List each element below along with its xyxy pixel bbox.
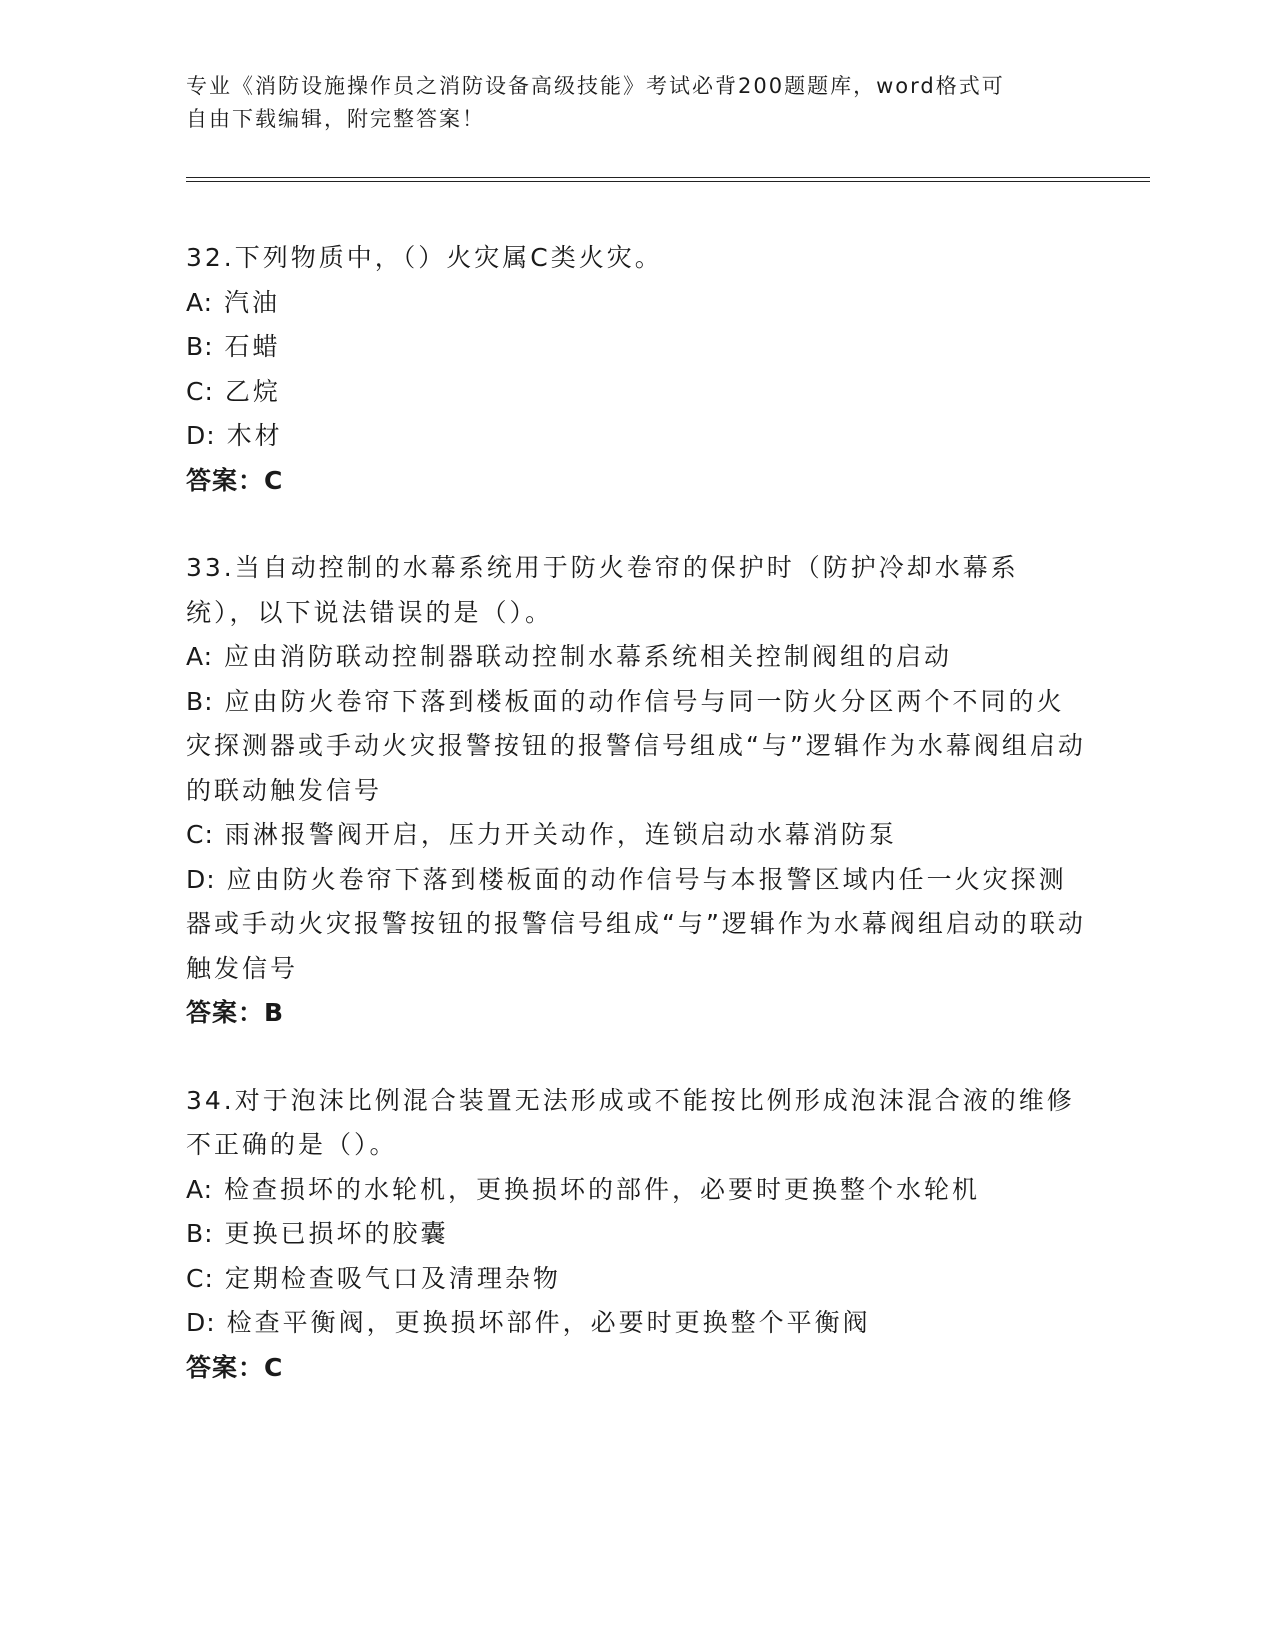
- option-b: [186, 1212, 1086, 1257]
- option-text: 汽油: [224, 287, 281, 317]
- question-text: 34.对于泡沫比例混合装置无法形成或不能按比例形成泡沫混合液的维修不正确的是（）。: [186, 1085, 1075, 1159]
- header-divider-top: [186, 177, 1150, 178]
- question-32: [186, 236, 1086, 503]
- option-text: 应由防火卷帘下落到楼板面的动作信号与同一防火分区两个不同的火灾探测器或手动火灾报警按钮的报警信号组成“与”逻辑作为水幕阀组启动的联动触发信号: [186, 686, 1086, 805]
- option-d: [186, 414, 1086, 459]
- answer: 答案：B: [186, 998, 285, 1027]
- option-text: 应由消防联动控制器联动控制水幕系统相关控制阀组的启动: [224, 642, 953, 671]
- option-letter: C:: [186, 1263, 214, 1293]
- option-text: 更换已损坏的胶囊: [224, 1219, 449, 1248]
- header-line-1: 专业《消防设施操作员之消防设备高级技能》考试必背200题题库，word格式可: [186, 74, 1005, 98]
- option-d: [186, 858, 1086, 992]
- header-line-2: 自由下载编辑，附完整答案！: [186, 107, 485, 131]
- document-header: [186, 70, 1086, 136]
- option-letter: C:: [186, 820, 214, 849]
- option-letter: B:: [186, 332, 214, 361]
- option-letter: B:: [186, 1219, 214, 1248]
- option-text: 木材: [226, 421, 283, 450]
- option-letter: A:: [186, 642, 214, 671]
- option-b: [186, 680, 1086, 814]
- option-text: 应由防火卷帘下落到楼板面的动作信号与本报警区域内任一火灾探测器或手动火灾报警按钮的报警信号组成“与”逻辑作为水幕阀组启动的联动触发信号: [186, 864, 1086, 983]
- option-text: 定期检查吸气口及清理杂物: [224, 1263, 561, 1293]
- option-text: 雨淋报警阀开启，压力开关动作，连锁启动水幕消防泵: [224, 820, 897, 849]
- option-letter: D:: [186, 421, 216, 450]
- option-letter: C:: [186, 376, 214, 406]
- answer: 答案：C: [186, 1352, 284, 1382]
- answer: 答案：C: [186, 465, 284, 495]
- question-34: [186, 1079, 1086, 1391]
- option-text: 检查损坏的水轮机，更换损坏的部件，必要时更换整个水轮机: [224, 1174, 981, 1204]
- option-a: [186, 635, 1086, 680]
- question-text: 32.下列物质中，（）火灾属C类火灾。: [186, 243, 663, 272]
- option-text: 检查平衡阀，更换损坏部件，必要时更换整个平衡阀: [226, 1308, 871, 1337]
- option-b: [186, 325, 1086, 370]
- question-text: 33.当自动控制的水幕系统用于防火卷帘的保护时（防护冷却水幕系统），以下说法错误的是（）。: [186, 553, 1019, 627]
- option-c: [186, 813, 1086, 858]
- option-letter: D:: [186, 1308, 216, 1337]
- header-divider-bottom: [186, 181, 1150, 182]
- option-a: [186, 1168, 1086, 1213]
- option-letter: B:: [186, 686, 214, 716]
- option-letter: A:: [186, 287, 214, 317]
- option-d: [186, 1301, 1086, 1346]
- option-text: 乙烷: [224, 376, 281, 406]
- option-c: [186, 370, 1086, 415]
- option-text: 石蜡: [224, 332, 281, 361]
- option-c: [186, 1257, 1086, 1302]
- option-letter: A:: [186, 1174, 214, 1204]
- question-33: [186, 546, 1086, 1036]
- question-list: [186, 236, 1086, 1433]
- option-letter: D:: [186, 864, 216, 894]
- option-a: [186, 281, 1086, 326]
